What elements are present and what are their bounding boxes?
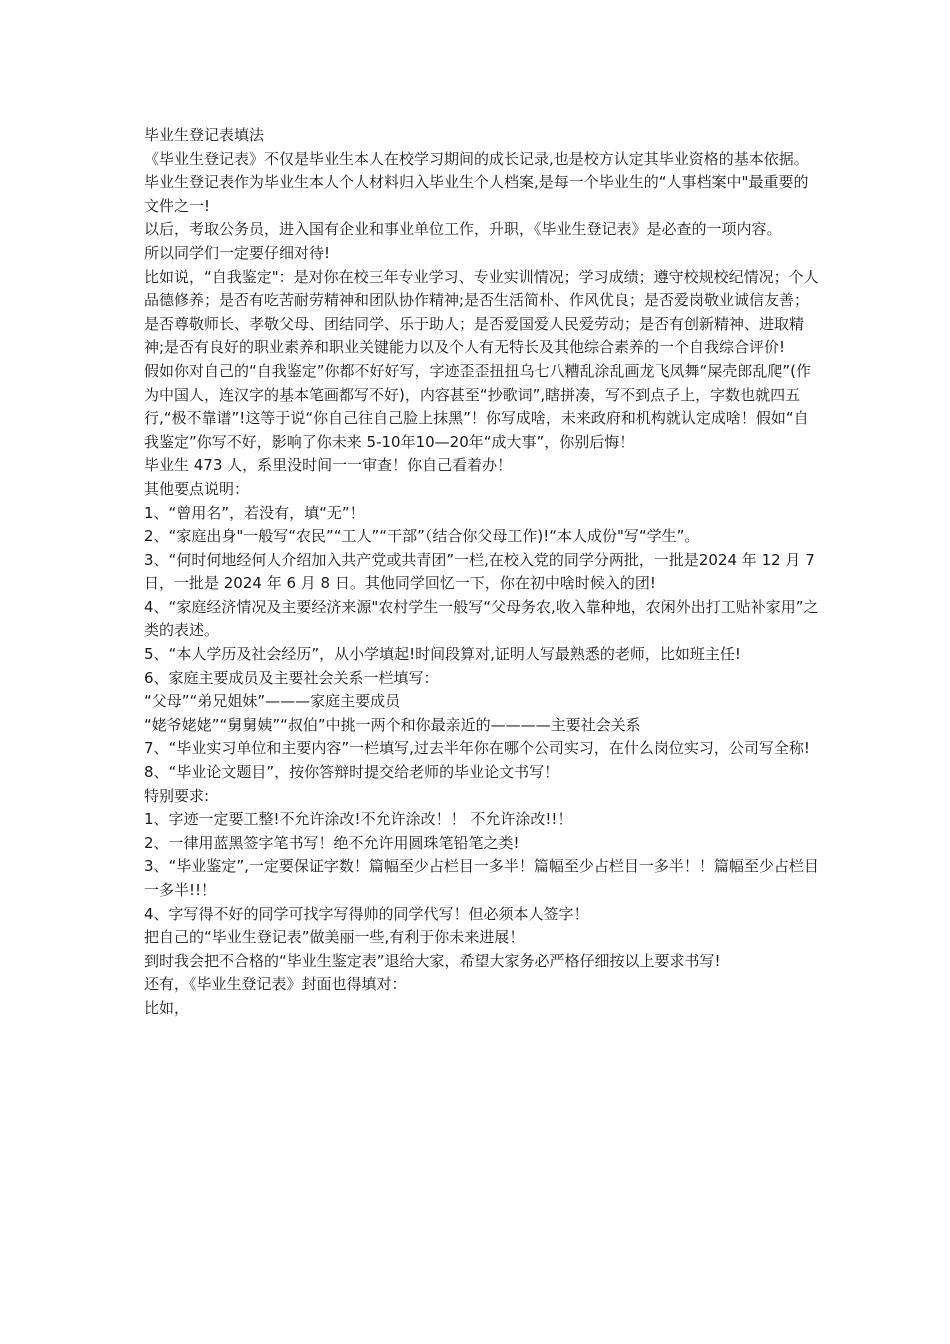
paragraph-warning: 假如你对自己的“自我鉴定”你都不好好写，字迹歪歪扭扭乌七八糟乱涂乱画龙飞凤舞“屎壳郎乱爬”(作为中国人，连汉字的基本笔画都写不好)，内容甚至“抄歌词”,瞎拼凑，写不到点子上，字数也就四五行,“极不靠谱”!这等于说“你自己往自己脸上抹黑”！你写成啥，未来政府和机构就认定成啥！假如“自我鉴定”你写不好，影响了你未来 5-10年10—20年“成大事”，你别后悔！ xyxy=(144,361,811,451)
paragraph-intro: 《毕业生登记表》不仅是毕业生本人在校学习期间的成长记录,也是校方认定其毕业资格的基本依据。毕业生登记表作为毕业生本人个人材料归入毕业生个人档案,是每一个毕业生的“人事档案中"最重要的文件之一! xyxy=(144,149,809,215)
section-heading-special-requirements: 特别要求: xyxy=(144,786,210,805)
paragraph-closing-3: 还有，《毕业生登记表》封面也得填对： xyxy=(144,975,407,994)
list-item: 8、“毕业论文题目”，按你答辩时提交给老师的毕业论文书写！ xyxy=(144,763,560,782)
section-heading-other-points: 其他要点说明： xyxy=(144,479,250,498)
list-item: 6、家庭主要成员及主要社会关系一栏填写： xyxy=(144,668,439,687)
list-item: 2、一律用蓝黑签字笔书写！绝不允许用圆珠笔铅笔之类! xyxy=(144,833,520,852)
list-item: 3、“毕业鉴定”,一定要保证字数！篇幅至少占栏目一多半！篇幅至少占栏目一多半！！篇幅至少占栏目一多半!!！ xyxy=(144,857,819,899)
paragraph-importance: 以后，考取公务员，进入国有企业和事业单位工作，升职，《毕业生登记表》是必查的一项内容。 xyxy=(144,220,782,239)
list-item: 5、“本人学历及社会经历”，从小学填起!时间段算对,证明人写最熟悉的老师，比如班主任! xyxy=(144,645,741,664)
list-subitem: “姥爷姥姥”“舅舅姨”“叔伯”中挑一两个和你最亲近的————主要社会关系 xyxy=(144,715,641,734)
document-page xyxy=(144,124,820,1021)
list-subitem: “父母”“弟兄姐妹”———家庭主要成员 xyxy=(144,692,401,711)
list-item: 2、“家庭出身"一般写“农民”“工人”“干部”（结合你父母工作)!“本人成份"写“学生”。 xyxy=(144,527,700,546)
list-item: 1、字迹一定要工整!不允许涂改!不允许涂改！！ 不允许涂改!!！ xyxy=(144,810,573,829)
paragraph-closing-1: 把自己的“毕业生登记表”做美丽一些,有利于你未来进展！ xyxy=(144,928,525,947)
list-item: 7、“毕业实习单位和主要内容”一栏填写,过去半年你在哪个公司实习，在什么岗位实习，公司写全称! xyxy=(144,739,810,758)
paragraph-closing-4: 比如， xyxy=(144,998,190,1017)
paragraph-graduate-count: 毕业生 473 人，系里没时间一一审查！你自己看着办！ xyxy=(144,456,513,475)
document-title: 毕业生登记表填法 xyxy=(144,126,265,144)
paragraph-caution: 所以同学们一定要仔细对待! xyxy=(144,243,331,262)
list-item: 1、“曾用名”，若没有，填“无”！ xyxy=(144,503,365,522)
list-item: 4、字写得不好的同学可找字写得帅的同学代写！但必须本人签字！ xyxy=(144,904,589,923)
list-item: 3、“何时何地经何人介绍加入共产党或共青团”一栏,在校入党的同学分两批，一批是2024 年 12 月 7 日，一批是 2024 年 6 月 8 日。其他同学回忆一下，你在初中啥时候入的团! xyxy=(144,550,815,593)
paragraph-closing-2: 到时我会把不合格的“毕业生鉴定表”退给大家，希望大家务必严格仔细按以上要求书写! xyxy=(144,951,721,970)
list-item: 4、“家庭经济情况及主要经济来源"农村学生一般写“父母务农,收入靠种地，农闲外出打工贴补家用”之类的表述。 xyxy=(144,597,819,640)
paragraph-self-assessment: 比如说，“自我鉴定"：是对你在校三年专业学习、专业实训情况；学习成绩；遵守校规校纪情况；个人品德修养；是否有吃苦耐劳精神和团队协作精神;是否生活简朴、作风优良；是否爱岗敬业诚信友善；是否尊敬师长、孝敬父母、团结同学、乐于助人；是否爱国爱人民爱劳动；是否有创新精神、进取精神;是否有良好的职业素养和职业关键能力以及个人有无特长及其他综合素养的一个自我综合评价! xyxy=(144,267,819,357)
